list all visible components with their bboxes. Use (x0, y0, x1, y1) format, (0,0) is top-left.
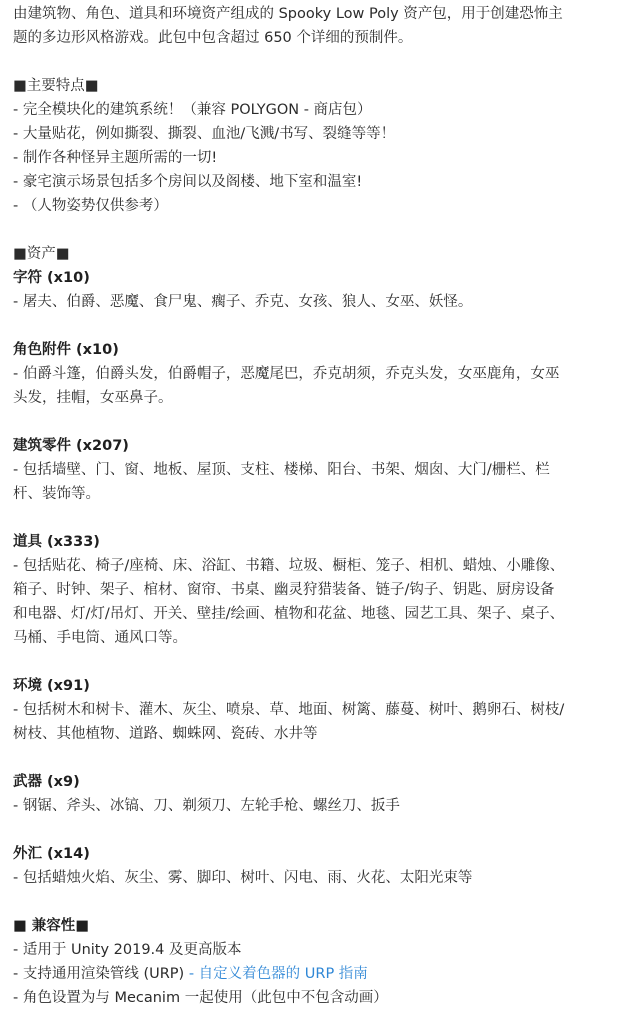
section-line: 杆、装饰等。 (13, 486, 100, 502)
section-line: 和电器、灯/灯/吊灯、开关、壁挂/绘画、植物和花盆、地毯、园艺工具、架子、桌子、 (13, 606, 565, 622)
section-line: 头发，挂帽，女巫鼻子。 (13, 390, 173, 406)
spacer (13, 746, 622, 770)
feature-item: - 完全模块化的建筑系统！（兼容 POLYGON - 商店包） (13, 102, 372, 118)
section-line: - 包括树木和树卡、灌木、灰尘、喷泉、草、地面、树篱、藤蔓、树叶、鹅卵石、树枝/ (13, 702, 565, 718)
section-line: 箱子、时钟、架子、棺材、窗帘、书桌、幽灵狩猎装备、链子/钩子、钥匙、厨房设备 (13, 582, 555, 598)
section-line: - 伯爵斗篷，伯爵头发，伯爵帽子，恶魔尾巴，乔克胡须，乔克头发，女巫鹿角，女巫 (13, 366, 560, 382)
assets-heading: ■资产■ (13, 246, 70, 262)
section-title-environment: 环境 (x91) (13, 678, 90, 694)
spacer (13, 410, 622, 434)
spacer (13, 890, 622, 914)
feature-item: - 制作各种怪异主题所需的一切! (13, 150, 218, 166)
compatibility-item (13, 962, 622, 986)
section-line: - 包括贴花、椅子/座椅、床、浴缸、书籍、垃圾、橱柜、笼子、相机、蜡烛、小雕像、 (13, 558, 565, 574)
spacer (13, 314, 622, 338)
spacer (13, 50, 622, 74)
feature-item: - 大量贴花，例如撕裂、撕裂、血池/飞溅/书写、裂缝等等！ (13, 126, 396, 142)
section-line: 树枝、其他植物、道路、蜘蛛网、瓷砖、水井等 (13, 726, 318, 742)
spacer (13, 218, 622, 242)
compatibility-heading: ■ 兼容性■ (13, 918, 89, 934)
section-title-characters: 字符 (x10) (13, 270, 90, 286)
section-line: - 包括墙壁、门、窗、地板、屋顶、支柱、楼梯、阳台、书架、烟囱、大门/栅栏、栏 (13, 462, 550, 478)
compatibility-item: - 角色设置为与 Mecanim 一起使用（此包中不包含动画） (13, 990, 388, 1006)
section-title-fx: 外汇 (x14) (13, 846, 90, 862)
compatibility-item-text: - 支持通用渲染管线 (URP) (13, 966, 189, 982)
spacer (13, 650, 622, 674)
section-title-building-parts: 建筑零件 (x207) (13, 438, 129, 454)
section-line: - 钢锯、斧头、冰镐、刀、剃须刀、左轮手枪、螺丝刀、扳手 (13, 798, 400, 814)
section-line: 马桶、手电筒、通风口等。 (13, 630, 187, 646)
section-line: - 屠夫、伯爵、恶魔、食尸鬼、瘸子、乔克、女孩、狼人、女巫、妖怪。 (13, 294, 473, 310)
feature-item: - （人物姿势仅供参考） (13, 198, 168, 214)
spacer (13, 506, 622, 530)
spacer (13, 818, 622, 842)
section-line: - 包括蜡烛火焰、灰尘、雾、脚印、树叶、闪电、雨、火花、太阳光束等 (13, 870, 473, 886)
compatibility-item: - 适用于 Unity 2019.4 及更高版本 (13, 942, 242, 958)
feature-item: - 豪宅演示场景包括多个房间以及阁楼、地下室和温室! (13, 174, 363, 190)
section-title-character-accessories: 角色附件 (x10) (13, 342, 119, 358)
section-title-weapons: 武器 (x9) (13, 774, 80, 790)
intro-line-2: 题的多边形风格游戏。此包中包含超过 650 个详细的预制件。 (13, 30, 413, 46)
intro-line-1: 由建筑物、角色、道具和环境资产组成的 Spooky Low Poly 资产包，用于创建恐怖主 (13, 6, 563, 22)
section-title-props: 道具 (x333) (13, 534, 100, 550)
features-heading: ■主要特点■ (13, 78, 99, 94)
urp-guide-link[interactable]: - 自定义着色器的 URP 指南 (188, 966, 368, 982)
